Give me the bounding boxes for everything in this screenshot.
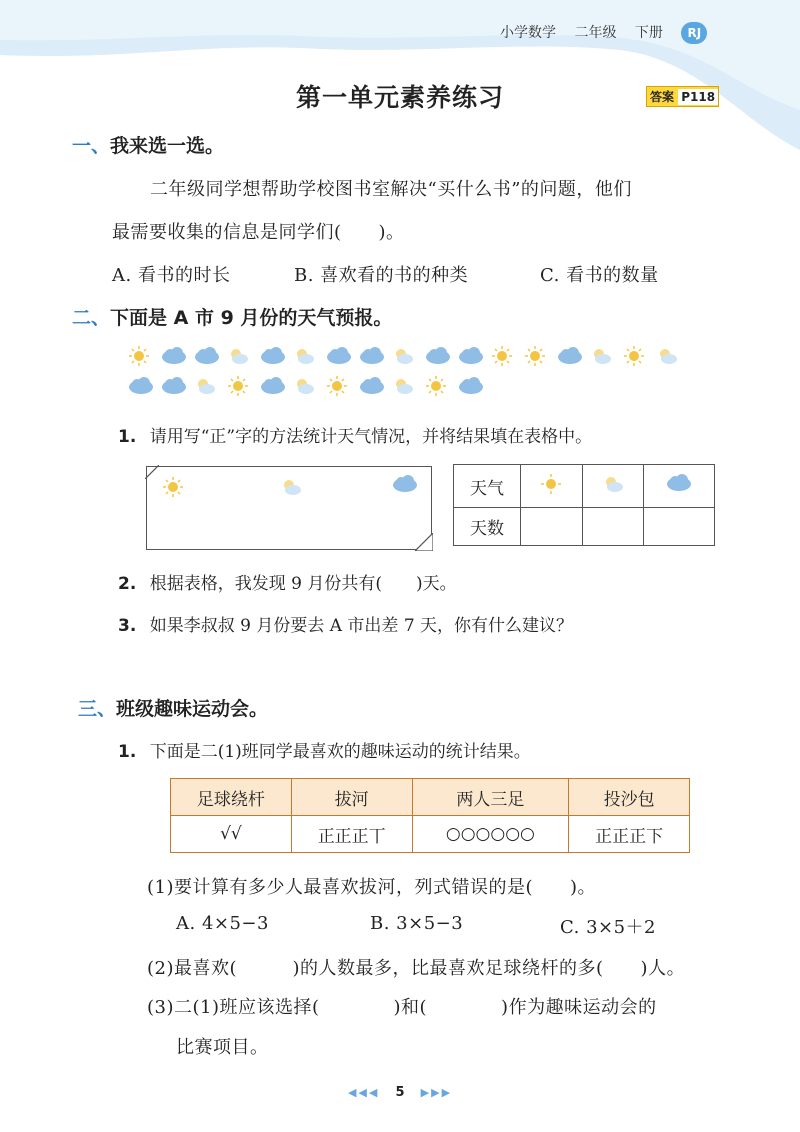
weather-row-2	[127, 374, 490, 398]
days-cell-sun[interactable]	[521, 508, 583, 546]
partly-cloudy-icon	[292, 374, 316, 398]
tally-three-legged: ○○○○○○	[412, 816, 569, 853]
cloudy-icon	[457, 344, 481, 368]
partly-cloudy-icon	[193, 374, 217, 398]
table-col-cloudy	[644, 465, 715, 508]
tally-sandbag: 正正正下	[569, 816, 690, 853]
q2-text: 根据表格，我发现 9 月份共有( )天。	[149, 574, 457, 594]
cloudy-icon	[457, 374, 481, 398]
days-cell-cloudy[interactable]	[644, 508, 715, 546]
sun-icon	[424, 374, 448, 398]
page-title: 第一单元素养练习	[295, 83, 504, 112]
table-col-partly-cloudy	[582, 465, 644, 508]
tally-tug-of-war: 正正正丅	[291, 816, 412, 853]
header-volume: 下册	[634, 25, 663, 41]
cloudy-icon	[259, 374, 283, 398]
page-header	[500, 22, 721, 44]
section-3-number: 三、	[78, 698, 117, 720]
header-football: 足球绕杆	[171, 779, 292, 816]
days-cell-partly-cloudy[interactable]	[582, 508, 644, 546]
weather-row-1	[127, 344, 688, 368]
sub1-option-a: A. 4×5−3	[176, 913, 269, 934]
cloudy-icon	[193, 344, 217, 368]
sub-question-2: (2)最喜欢( )的人数最多，比最喜欢足球绕杆的多( )人。	[147, 958, 686, 979]
cloudy-icon	[358, 344, 382, 368]
cloudy-icon	[127, 374, 151, 398]
section-2-q2	[118, 569, 457, 594]
cloudy-icon	[358, 374, 382, 398]
section-2-q3	[118, 611, 573, 636]
sun-icon	[127, 344, 151, 368]
section-1-question-line2: 最需要收集的信息是同学们( )。	[112, 222, 405, 243]
sun-icon	[622, 344, 646, 368]
partly-cloudy-icon	[226, 344, 250, 368]
section-1-option-a: A. 看书的时长	[112, 265, 231, 286]
partly-cloudy-icon	[292, 344, 316, 368]
sub-question-3-line1: (3)二(1)班应该选择( )和( )作为趣味运动会的	[147, 997, 657, 1018]
cloudy-icon	[325, 344, 349, 368]
section-2-heading	[72, 303, 392, 330]
section-1-option-b: B. 喜欢看的书的种类	[294, 265, 469, 286]
cloudy-icon	[259, 344, 283, 368]
cloudy-icon	[160, 374, 184, 398]
section-3-heading	[78, 694, 268, 721]
header-grade: 二年级	[574, 25, 617, 41]
sun-icon	[490, 344, 514, 368]
sports-tally-table	[170, 778, 690, 853]
header-tug-of-war: 拔河	[291, 779, 412, 816]
partly-cloudy-icon	[655, 344, 679, 368]
tally-football: √√	[171, 816, 292, 853]
weather-count-table	[453, 464, 715, 546]
answer-page: P118	[678, 89, 718, 105]
tally-sun-icon	[161, 475, 185, 503]
section-1-heading	[72, 131, 224, 158]
sun-icon	[523, 344, 547, 368]
partly-cloudy-icon	[391, 344, 415, 368]
prev-arrows: ◀◀◀	[347, 1086, 380, 1099]
section-1-title: 我来选一选。	[110, 135, 225, 157]
s3-q1-text: 下面是二(1)班同学最喜欢的趣味运动的统计结果。	[149, 742, 531, 762]
header-sandbag: 投沙包	[569, 779, 690, 816]
sun-icon	[226, 374, 250, 398]
tally-cloudy-icon	[391, 473, 419, 501]
partly-cloudy-icon	[601, 472, 625, 496]
q2-number: 2.	[118, 574, 137, 594]
tally-box[interactable]	[146, 466, 432, 550]
cloudy-icon	[556, 344, 580, 368]
q3-text: 如果李叔叔 9 月份要去 A 市出差 7 天，你有什么建议？	[149, 616, 574, 636]
sun-icon	[539, 472, 563, 496]
cloudy-icon	[160, 344, 184, 368]
sub-question-3-line2: 比赛项目。	[176, 1037, 269, 1058]
sub1-option-c: C. 3×5＋2	[560, 917, 657, 938]
table-label-days: 天数	[454, 508, 521, 546]
section-1-question-line1: 二年级同学想帮助学校图书室解决“买什么书”的问题，他们	[150, 179, 632, 200]
q3-number: 3.	[118, 616, 137, 636]
header-three-legged: 两人三足	[412, 779, 569, 816]
tally-partly-cloudy-icon	[279, 475, 303, 503]
q1-text: 请用写“正”字的方法统计天气情况，并将结果填在表格中。	[149, 427, 593, 447]
edition-badge: RJ	[681, 22, 707, 44]
section-3-title: 班级趣味运动会。	[116, 698, 269, 720]
section-3-q1	[118, 737, 531, 762]
cloudy-icon	[424, 344, 448, 368]
table-col-sun	[521, 465, 583, 508]
page-number: 5	[395, 1085, 405, 1100]
answer-reference[interactable]	[646, 86, 719, 107]
next-arrows: ▶▶▶	[420, 1086, 453, 1099]
section-1-number: 一、	[72, 135, 111, 157]
partly-cloudy-icon	[391, 374, 415, 398]
s3-q1-number: 1.	[118, 742, 137, 762]
box-corner-curl-icon	[415, 533, 433, 551]
sun-icon	[325, 374, 349, 398]
q1-number: 1.	[118, 427, 137, 447]
page-footer	[0, 1085, 800, 1100]
sub1-option-b: B. 3×5−3	[370, 913, 464, 934]
table-label-weather: 天气	[454, 465, 521, 508]
box-corner-fold-icon	[145, 465, 159, 479]
header-subject: 小学数学	[500, 25, 556, 41]
sub-question-1: (1)要计算有多少人最喜欢拔河，列式错误的是( )。	[147, 877, 597, 898]
partly-cloudy-icon	[589, 344, 613, 368]
section-2-q1	[118, 422, 592, 447]
cloudy-icon	[665, 472, 693, 496]
section-1-option-c: C. 看书的数量	[540, 265, 659, 286]
section-2-title: 下面是 A 市 9 月份的天气预报。	[110, 307, 393, 329]
answer-label: 答案	[650, 90, 675, 104]
section-2-number: 二、	[72, 307, 111, 329]
